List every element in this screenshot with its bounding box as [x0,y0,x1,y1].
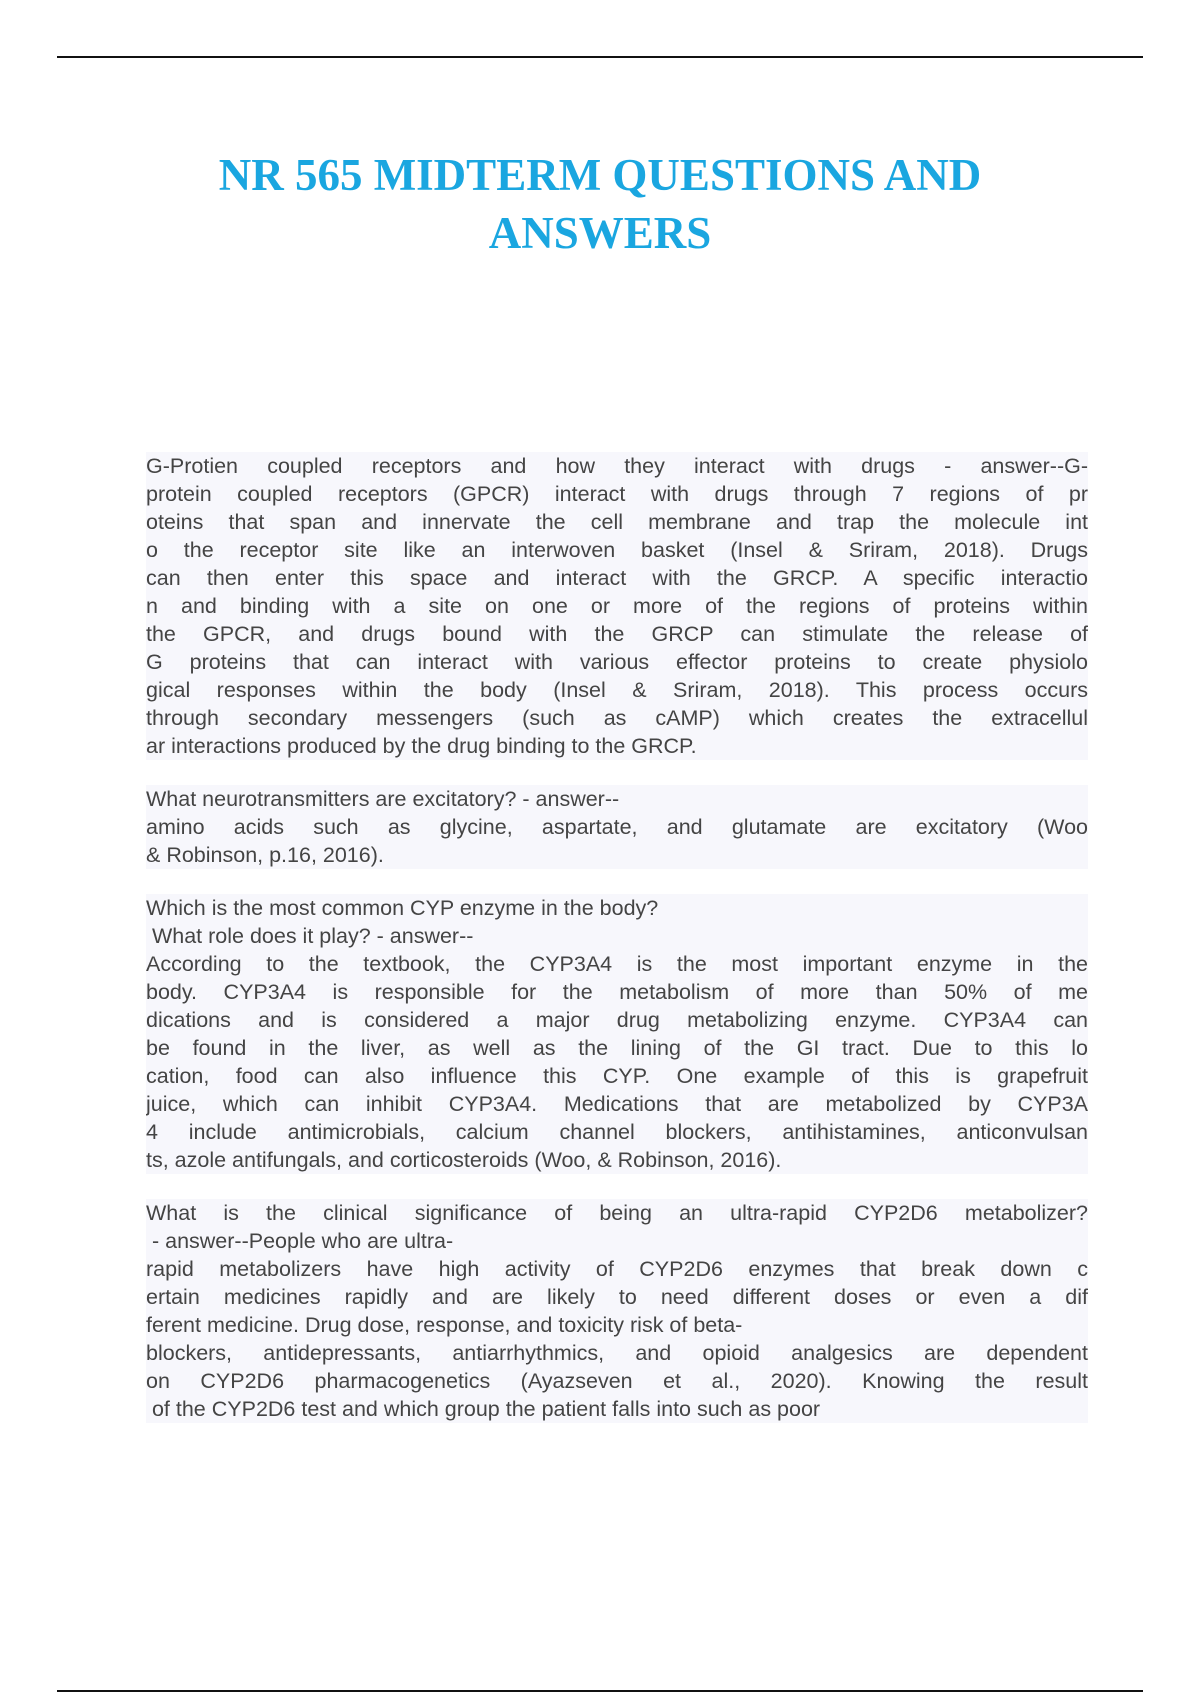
text-line: & Robinson, p.16, 2016). [146,841,1088,869]
text-line: G-Protien coupled receptors and how they interact with drugs - answer--G- [146,454,1088,478]
text-line: oteins that span and innervate the cell membrane and trap the molecule int [146,510,1088,534]
text-line: According to the textbook, the CYP3A4 is the most important enzyme in the [146,952,1088,976]
document-body [146,452,1088,1448]
text-line: G proteins that can interact with various effector proteins to create physiolo [146,650,1088,674]
text-line: What neurotransmitters are excitatory? - answer-- [146,785,1088,813]
bottom-rule [57,1690,1143,1692]
text-line: amino acids such as glycine, aspartate, and glutamate are excitatory (Woo [146,815,1088,839]
text-line: n and binding with a site on one or more of the regions of proteins within [146,594,1088,618]
title-line: NR 565 MIDTERM QUESTIONS AND [218,150,982,200]
text-line: cation, food can also influence this CYP. One example of this is grapefruit [146,1064,1088,1088]
text-line: rapid metabolizers have high activity of CYP2D6 enzymes that break down c [146,1257,1088,1281]
qa-paragraph [146,1199,1088,1423]
title-line: ANSWERS [488,208,712,258]
text-line: juice, which can inhibit CYP3A4. Medications that are metabolized by CYP3A [146,1092,1088,1116]
text-line: 4 include antimicrobials, calcium channel blockers, antihistamines, anticonvulsan [146,1120,1088,1144]
text-line: What is the clinical significance of being an ultra-rapid CYP2D6 metabolizer? [146,1201,1088,1225]
text-line: the GPCR, and drugs bound with the GRCP can stimulate the release of [146,622,1088,646]
text-line: can then enter this space and interact with the GRCP. A specific interactio [146,566,1088,590]
text-line: body. CYP3A4 is responsible for the metabolism of more than 50% of me [146,980,1088,1004]
text-line: o the receptor site like an interwoven basket (Insel & Sriram, 2018). Drugs [146,538,1088,562]
qa-paragraph [146,894,1088,1174]
text-line: dications and is considered a major drug metabolizing enzyme. CYP3A4 can [146,1008,1088,1032]
text-line: ertain medicines rapidly and are likely to need different doses or even a dif [146,1285,1088,1309]
text-line: be found in the liver, as well as the lining of the GI tract. Due to this lo [146,1036,1088,1060]
qa-paragraph [146,452,1088,760]
qa-paragraph [146,785,1088,869]
text-line: - answer--People who are ultra- [146,1227,1088,1255]
text-line: ar interactions produced by the drug binding to the GRCP. [146,732,1088,760]
text-line: Which is the most common CYP enzyme in the body? [146,894,1088,922]
text-line: ferent medicine. Drug dose, response, and toxicity risk of beta- [146,1311,1088,1339]
text-line: blockers, antidepressants, antiarrhythmics, and opioid analgesics are dependent [146,1341,1088,1365]
text-line: through secondary messengers (such as cAMP) which creates the extracellul [146,706,1088,730]
text-line: protein coupled receptors (GPCR) interact with drugs through 7 regions of pr [146,482,1088,506]
text-line: on CYP2D6 pharmacogenetics (Ayazseven et al., 2020). Knowing the result [146,1369,1088,1393]
document-title [100,146,1100,262]
text-line: ts, azole antifungals, and corticosteroids (Woo, & Robinson, 2016). [146,1146,1088,1174]
text-line: of the CYP2D6 test and which group the patient falls into such as poor [146,1395,1088,1423]
text-line: What role does it play? - answer-- [146,922,1088,950]
top-rule [57,56,1143,58]
text-line: gical responses within the body (Insel & Sriram, 2018). This process occurs [146,678,1088,702]
